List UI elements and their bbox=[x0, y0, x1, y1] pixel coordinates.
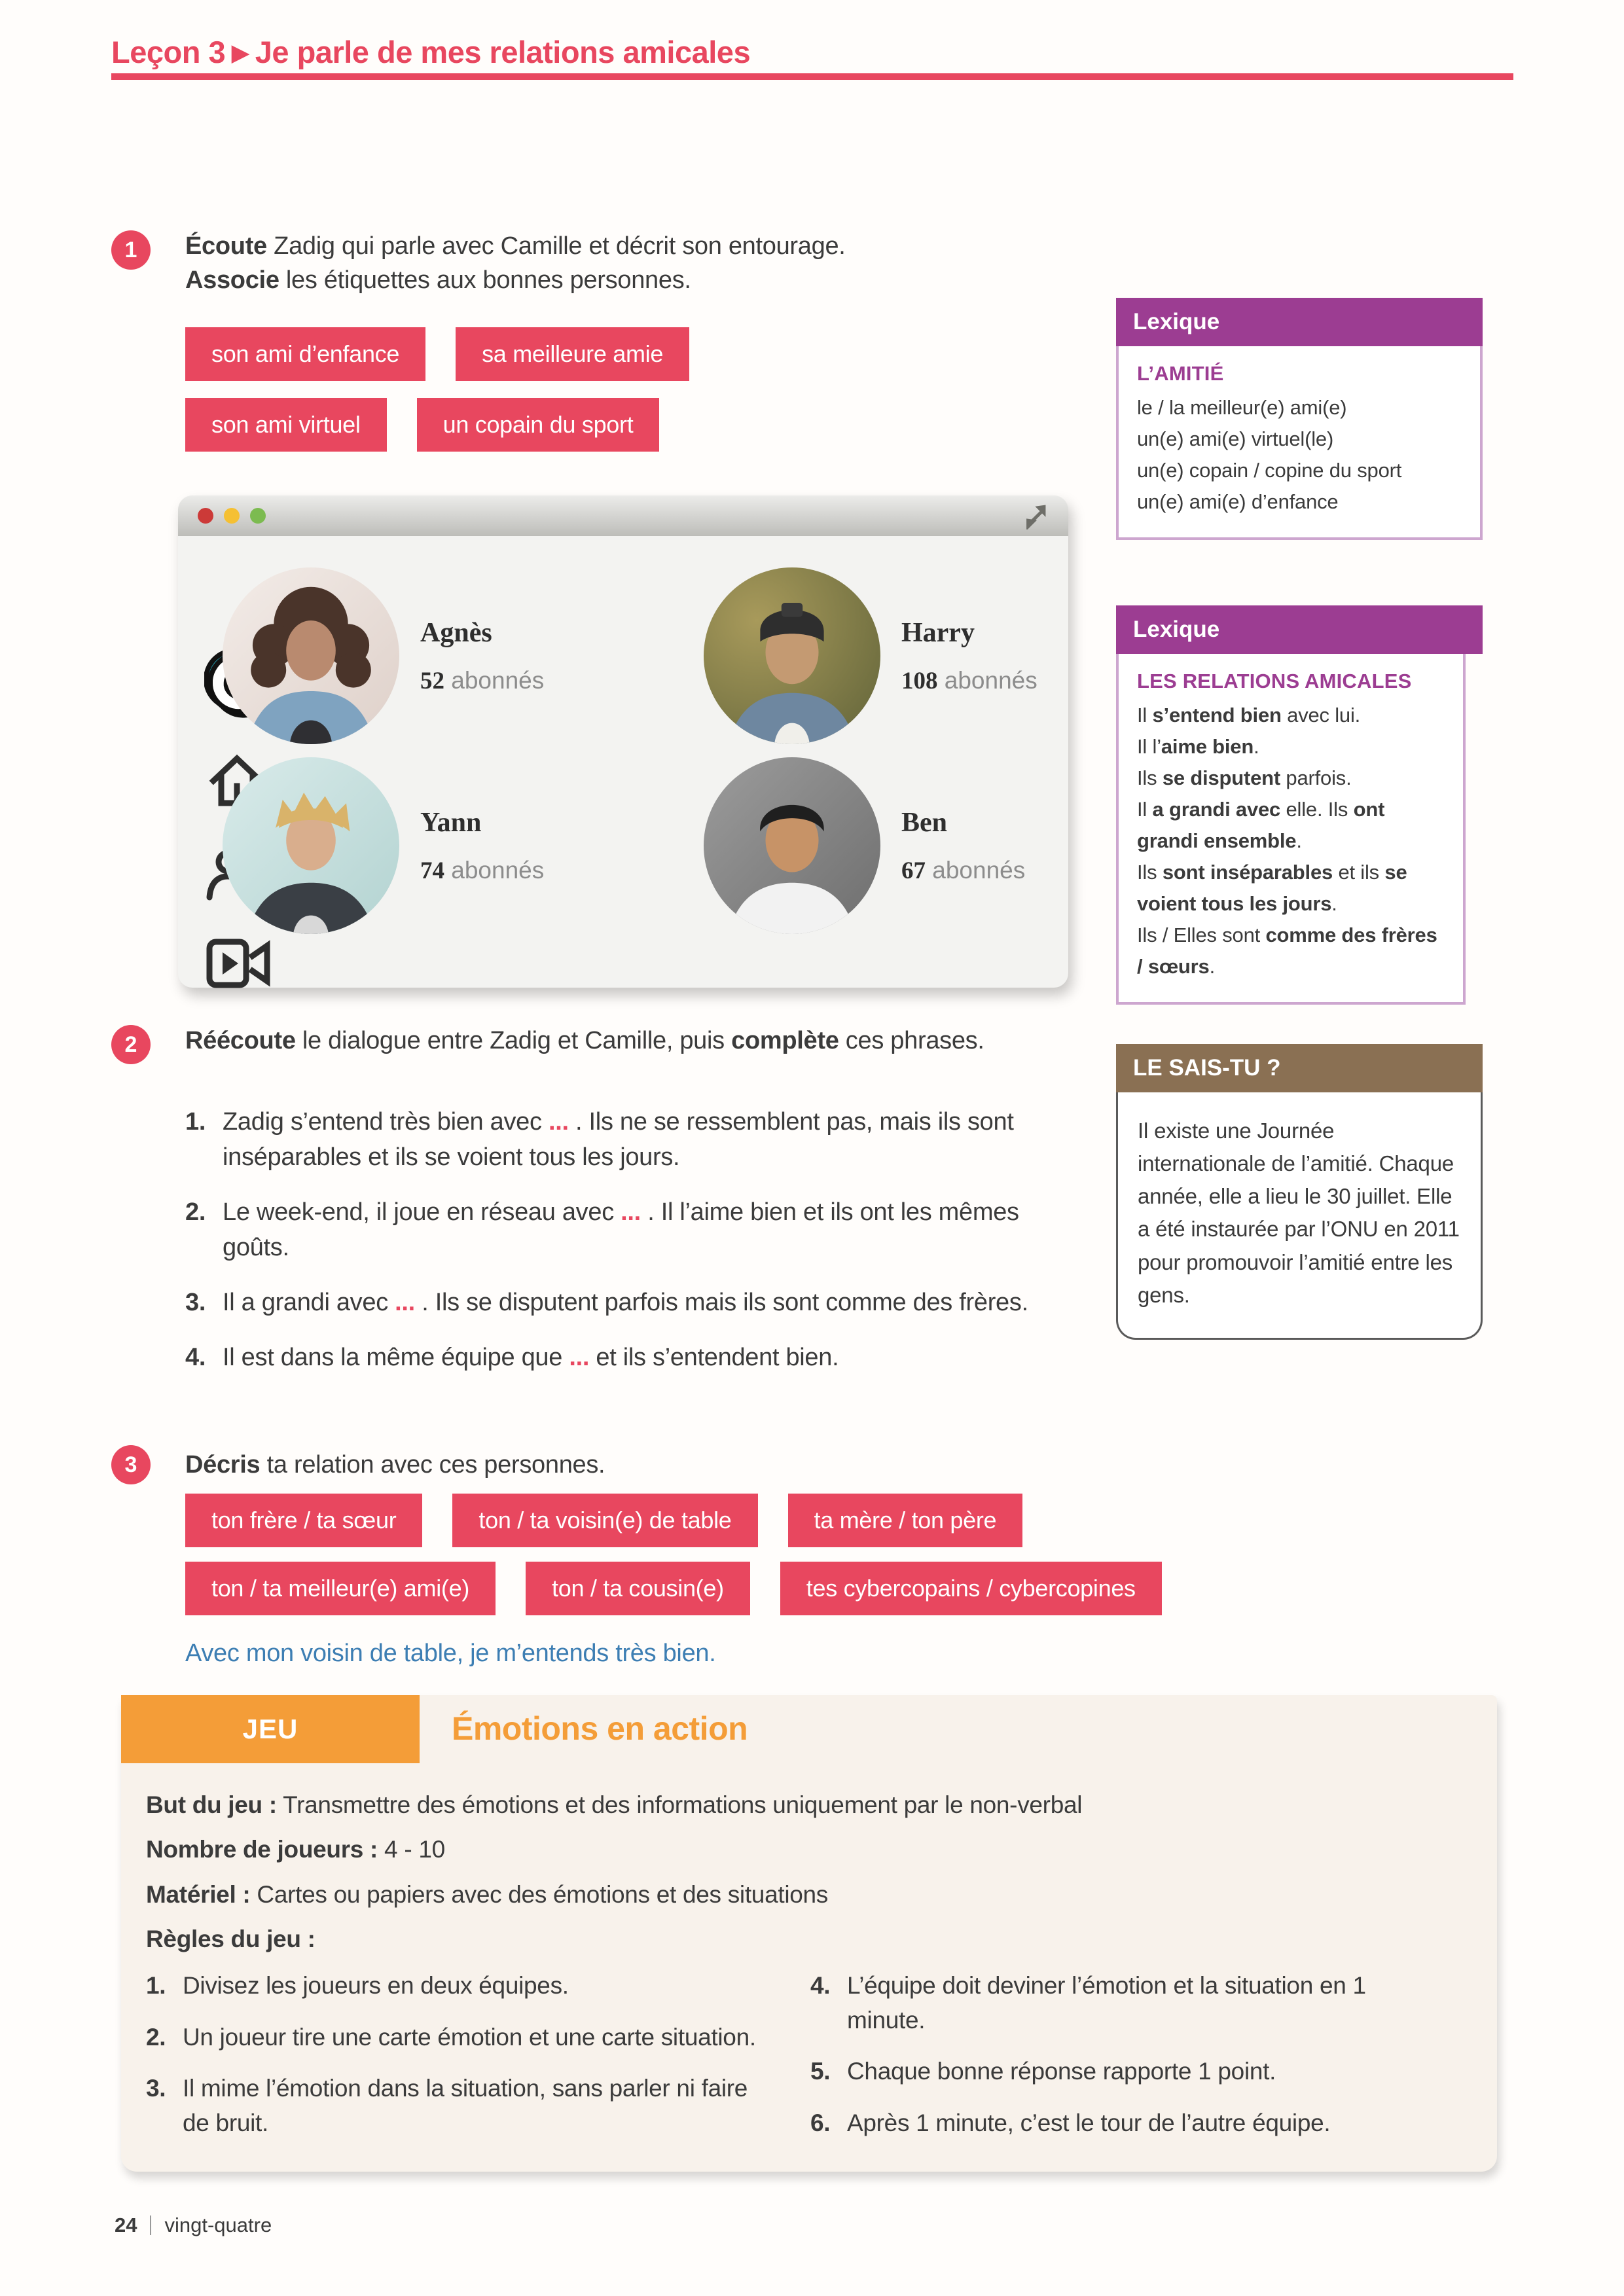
le-sais-tu-body: Il existe une Journée internationale de l’amitié. Chaque année, elle a lieu le 30 juillet. Elle a été instaurée par l’ONU en 2011 pour promouvoir l’amitié entre les gens. bbox=[1116, 1092, 1483, 1340]
rules-left-column bbox=[146, 1969, 810, 2157]
lexique-line: Ils se disputent parfois. bbox=[1137, 766, 1352, 790]
exercise-2-number: 2 bbox=[111, 1025, 151, 1064]
lexique-line: un(e) copain / copine du sport bbox=[1137, 459, 1402, 482]
profile-followers bbox=[420, 667, 544, 695]
list-item: 3. Il a grandi avec ... . Ils se disputent parfois mais ils sont comme des frères. bbox=[185, 1285, 1089, 1321]
game-badge: JEU bbox=[121, 1695, 420, 1763]
rule-number: 4. bbox=[810, 1972, 831, 1999]
follower-word: abonnés bbox=[451, 666, 545, 694]
lesson-subject: Je parle de mes relations amicales bbox=[255, 35, 751, 69]
lexique-header: Lexique bbox=[1116, 298, 1483, 346]
lesson-label: Leçon 3 bbox=[111, 35, 226, 69]
rule-number: 3. bbox=[146, 2075, 166, 2102]
video-icon[interactable] bbox=[204, 935, 272, 992]
follower-count: 108 bbox=[901, 667, 938, 694]
follower-count: 52 bbox=[420, 667, 444, 694]
game-rules-label: Règles du jeu : bbox=[146, 1926, 316, 1953]
rule-item bbox=[146, 1969, 810, 2003]
tag-mere-pere: ta mère / ton père bbox=[788, 1494, 1023, 1547]
rule-number: 1. bbox=[146, 1972, 166, 1999]
lexique-line: Il s’entend bien avec lui. bbox=[1137, 704, 1361, 726]
rule-text: Divisez les joueurs en deux équipes. bbox=[183, 1972, 569, 1999]
rule-text: Un joueur tire une carte émotion et une carte situation. bbox=[183, 2023, 756, 2051]
item-number: 3. bbox=[185, 1288, 206, 1316]
lexique-line: Il l’aime bien. bbox=[1137, 735, 1259, 759]
tag-meilleur-ami: ton / ta meilleur(e) ami(e) bbox=[185, 1562, 496, 1615]
lexique-header: Lexique bbox=[1116, 605, 1483, 654]
expand-icon[interactable] bbox=[1024, 503, 1050, 529]
profile-name: Agnès bbox=[420, 617, 492, 648]
rule-item bbox=[146, 2072, 810, 2140]
tag-copain-sport: un copain du sport bbox=[417, 398, 660, 452]
window-titlebar bbox=[178, 495, 1068, 536]
lexique-line: le / la meilleur(e) ami(e) bbox=[1137, 396, 1347, 419]
page-number: 24 bbox=[115, 2214, 137, 2236]
rule-text: Il mime l’émotion dans la situation, sans parler ni faire de bruit. bbox=[183, 2075, 748, 2136]
lexique-line: Ils / Elles sont comme des frères / sœurs. bbox=[1137, 924, 1437, 978]
profile-name: Harry bbox=[901, 617, 975, 648]
rule-item bbox=[810, 2106, 1475, 2141]
rule-text: Après 1 minute, c’est le tour de l’autre équipe. bbox=[847, 2109, 1331, 2136]
game-material: Matériel : Cartes ou papiers avec des émotions et des situations bbox=[146, 1880, 829, 1908]
tag-frere-soeur: ton frère / ta sœur bbox=[185, 1494, 422, 1547]
exercise-2-instructions: Réécoute le dialogue entre Zadig et Camille, puis complète ces phrases. bbox=[185, 1027, 984, 1054]
rule-text: Chaque bonne réponse rapporte 1 point. bbox=[847, 2058, 1276, 2085]
rule-text: L’équipe doit deviner l’émotion et la situation en 1 minute. bbox=[847, 1972, 1366, 2034]
avatar-agnes bbox=[223, 567, 399, 744]
game-rules bbox=[146, 1969, 1475, 2157]
tag-ami-enfance: son ami d’enfance bbox=[185, 327, 425, 381]
profile-followers bbox=[901, 667, 1038, 695]
profile-followers bbox=[901, 857, 1025, 885]
profile-agnes bbox=[223, 567, 544, 744]
lexique-box-relations bbox=[1116, 605, 1483, 1005]
tag-cybercopains: tes cybercopains / cybercopines bbox=[780, 1562, 1162, 1615]
exercise-3-number: 3 bbox=[111, 1445, 151, 1484]
game-goal: But du jeu : Transmettre des émotions et des informations uniquement par le non-verbal bbox=[146, 1791, 1083, 1818]
tag-meilleure-amie: sa meilleure amie bbox=[456, 327, 689, 381]
game-title: Émotions en action bbox=[452, 1710, 748, 1747]
arrow-icon: ▶ bbox=[232, 41, 249, 65]
avatar-harry bbox=[704, 567, 880, 744]
profile-harry bbox=[704, 567, 1038, 744]
exercise-1-tags-row1 bbox=[185, 327, 689, 381]
exercise-1-instruction-line2: Associe les étiquettes aux bonnes personnes. bbox=[185, 266, 691, 295]
profile-ben bbox=[704, 757, 1025, 934]
le-sais-tu-header: LE SAIS-TU ? bbox=[1116, 1044, 1483, 1092]
item-number: 4. bbox=[185, 1343, 206, 1371]
exercise-3-tags-row1 bbox=[185, 1494, 1022, 1547]
blank-dots: ... bbox=[548, 1108, 569, 1136]
follower-word: abonnés bbox=[932, 856, 1026, 884]
close-window-icon[interactable] bbox=[198, 508, 213, 524]
tag-voisin-table: ton / ta voisin(e) de table bbox=[452, 1494, 757, 1547]
list-item: 4. Il est dans la même équipe que ... et ils s’entendent bien. bbox=[185, 1340, 1089, 1376]
lexique-topic: LES RELATIONS AMICALES bbox=[1137, 670, 1412, 692]
list-item: 2. Le week-end, il joue en réseau avec ... . Il l’aime bien et ils ont les mêmes goûts. bbox=[185, 1195, 1089, 1266]
lexique-body bbox=[1116, 346, 1483, 540]
game-players: Nombre de joueurs : 4 - 10 bbox=[146, 1836, 445, 1863]
title-divider bbox=[111, 73, 1513, 80]
follower-count: 74 bbox=[420, 857, 444, 884]
zoom-window-icon[interactable] bbox=[250, 508, 266, 524]
game-meta bbox=[146, 1783, 1468, 1962]
exercise-1-instructions bbox=[185, 229, 1102, 298]
list-item: 1. Zadig s’entend très bien avec ... . Ils ne se ressemblent pas, mais ils sont inséparables et ils se voient tous les jours. bbox=[185, 1105, 1089, 1175]
page-title bbox=[111, 34, 750, 70]
game-box bbox=[121, 1695, 1497, 2172]
minimize-window-icon[interactable] bbox=[224, 508, 240, 524]
profile-followers bbox=[420, 857, 544, 885]
footer-divider bbox=[150, 2215, 151, 2235]
social-app-window bbox=[178, 495, 1068, 988]
lexique-box-amitie bbox=[1116, 298, 1483, 540]
profile-yann bbox=[223, 757, 544, 934]
tag-ami-virtuel: son ami virtuel bbox=[185, 398, 387, 452]
example-sentence: Avec mon voisin de table, je m’entends très bien. bbox=[185, 1640, 716, 1667]
rule-item bbox=[810, 1969, 1475, 2037]
lexique-line: un(e) ami(e) d’enfance bbox=[1137, 490, 1339, 514]
rule-number: 2. bbox=[146, 2023, 166, 2051]
exercise-1-number: 1 bbox=[111, 230, 151, 270]
lexique-line: un(e) ami(e) virtuel(le) bbox=[1137, 427, 1334, 451]
le-sais-tu-box bbox=[1116, 1044, 1483, 1340]
profile-name: Yann bbox=[420, 807, 482, 838]
lexique-line: Il a grandi avec elle. Ils ont grandi ensemble. bbox=[1137, 798, 1385, 853]
item-number: 2. bbox=[185, 1198, 206, 1226]
rule-item bbox=[146, 2020, 810, 2055]
follower-word: abonnés bbox=[451, 856, 545, 884]
page-footer bbox=[115, 2214, 272, 2237]
profile-name: Ben bbox=[901, 807, 948, 838]
page-number-word: vingt-quatre bbox=[164, 2214, 272, 2236]
exercise-3-tags-row2 bbox=[185, 1562, 1162, 1615]
exercise-1-instruction-line1: Écoute Zadig qui parle avec Camille et décrit son entourage. bbox=[185, 232, 846, 260]
exercise-1-tags-row2 bbox=[185, 398, 659, 452]
item-number: 1. bbox=[185, 1108, 206, 1136]
follower-count: 67 bbox=[901, 857, 926, 884]
tag-cousin: ton / ta cousin(e) bbox=[526, 1562, 750, 1615]
rules-right-column bbox=[810, 1969, 1475, 2157]
exercise-3-instructions: Décris ta relation avec ces personnes. bbox=[185, 1451, 605, 1479]
avatar-ben bbox=[704, 757, 880, 934]
exercise-2-list bbox=[185, 1105, 1089, 1395]
lexique-topic: L’AMITIÉ bbox=[1137, 362, 1224, 385]
lexique-line: Ils sont inséparables et ils se voient tous les jours. bbox=[1137, 861, 1407, 916]
rule-item bbox=[810, 2054, 1475, 2089]
avatar-yann bbox=[223, 757, 399, 934]
rule-number: 5. bbox=[810, 2058, 831, 2085]
blank-dots: ... bbox=[621, 1198, 641, 1226]
lexique-body bbox=[1116, 654, 1466, 1005]
blank-dots: ... bbox=[569, 1343, 590, 1371]
blank-dots: ... bbox=[395, 1288, 415, 1316]
rule-number: 6. bbox=[810, 2109, 831, 2136]
follower-word: abonnés bbox=[944, 666, 1038, 694]
window-content bbox=[178, 536, 1068, 988]
